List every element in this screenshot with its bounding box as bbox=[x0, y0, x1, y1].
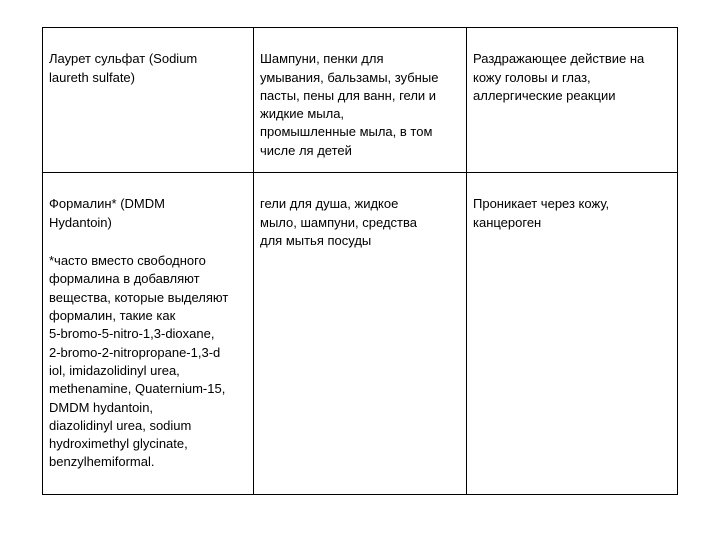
row2-substance-text: Формалин* (DMDM Hydantoin) bbox=[49, 196, 165, 230]
row1-substance-text: Лаурет сульфат (Sodium laureth sulfate) bbox=[49, 51, 198, 85]
row2-effects-cell bbox=[467, 173, 677, 494]
row1-effects-text: Раздражающее действие на кожу головы и глаз, аллергические реакции bbox=[473, 51, 645, 103]
row1-effects-cell bbox=[467, 28, 677, 173]
row2-substance-note: *часто вместо свободного формалина в добавляют вещества, которые выделяют формалин, такие как 5-bromo-5-nitro-1,3-dioxane, 2-bromo-2-nitropropane-1,3-d iol, imidazolidinyl urea, methenamine, Quaternium-15, DMDM hydantoin, diazolidinyl urea, sodium hydroximethyl glycinate, benzylhemiformal. bbox=[49, 253, 229, 470]
ingredients-table bbox=[42, 27, 678, 495]
row2-products-cell bbox=[254, 173, 467, 494]
row2-substance-cell bbox=[43, 173, 254, 494]
row2-effects-text: Проникает через кожу, канцероген bbox=[473, 196, 610, 230]
row2-products-text: гели для душа, жидкое мыло, шампуни, средства для мытья посуды bbox=[260, 196, 417, 248]
row1-products-cell bbox=[254, 28, 467, 173]
row1-substance-cell bbox=[43, 28, 254, 173]
row1-products-text: Шампуни, пенки для умывания, бальзамы, зубные пасты, пены для ванн, гели и жидкие мыла, промышленные мыла, в том числе ля детей bbox=[260, 51, 439, 158]
